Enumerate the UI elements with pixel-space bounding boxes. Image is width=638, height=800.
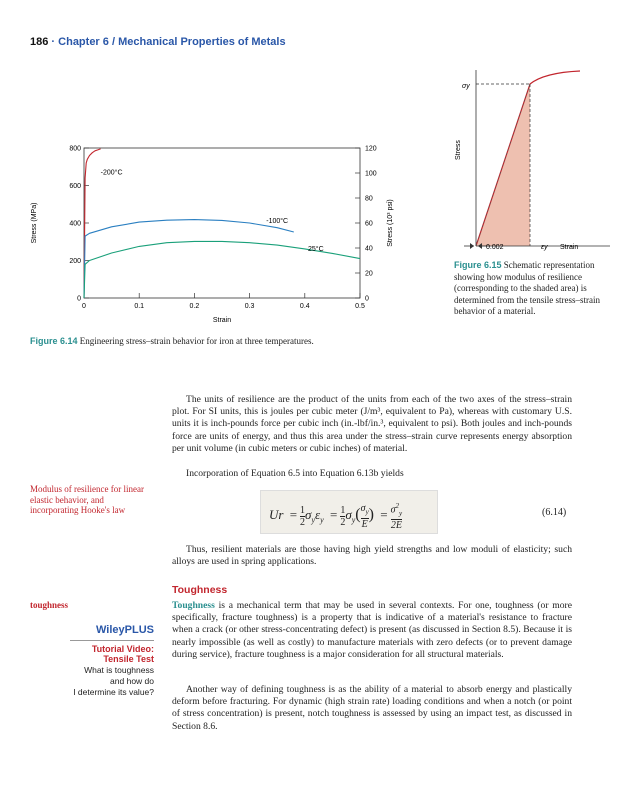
y-left-tick-label: 0 [77, 295, 81, 303]
figure-6-14-caption-text: Engineering stress–strain behavior for iron at three temperatures. [79, 336, 314, 346]
paragraph-toughness-2: Another way of defining toughness is as the ability of a material to absorb energy and plastically deform before fracturing. For dynamic (high strain rate) loading conditions and when a notch (or point of stress concentration) is present, notch toughness is assessed by using an impact test, as discussed in Section 8.6. [172, 684, 572, 732]
header-separator: / [111, 36, 116, 48]
figure-6-15-caption [454, 260, 614, 318]
x-axis-label: Strain [212, 317, 232, 324]
toughness-1-text: is a mechanical term that may be used in several contexts. For one, toughness (or more specifically, fracture toughness) is a property that is indicative of a material's resistance to fracture when a crack (or other stress-concentrating defect) is present (as discussed in Section 8.5). Because it is nearly impossible (as well as costly) to manufacture materials with zero defects (or to prevent damage during service), fracture toughness is a major consideration for all structural materials. [172, 600, 572, 660]
tutorial-title-1[interactable]: Tutorial Video: [91, 644, 154, 654]
x-tick-label: 0.5 [355, 303, 365, 310]
y-left-tick-label: 200 [69, 258, 81, 265]
x-tick-label: 0.4 [299, 303, 310, 310]
y-right-tick-label: 60 [365, 220, 373, 228]
y-right-tick-label: 0 [365, 295, 369, 303]
y-left-axis-label: Stress (MPa) [31, 202, 38, 244]
paragraph-units: The units of resilience are the product of the units from each of the two axes of the stress–strain plot. For SI units, this is joules per cubic meter (J/m³, equivalent to Pa), whereas with customary U.S. units it is inch-pounds force per cubic inch (in.-lbf/in.³, equivalent to psi). Both joules and inch-pounds force are units of energy, and thus this area under the stress–strain curve represents energy absorption per unit volume (in cubic meters or cubic inches) of material. [172, 394, 572, 454]
chapter-title: Mechanical Properties of Metals [118, 36, 286, 48]
wileyplus-box[interactable] [30, 624, 154, 698]
figure-6-15-ylabel: Stress [455, 140, 462, 160]
offset-arrowhead-left [470, 243, 474, 249]
figure-6-15-xlabel: Strain [560, 244, 579, 251]
paragraph-resilient: Thus, resilient materials are those having high yield strengths and low moduli of elasticity; such alloys are used in spring applications. [172, 544, 572, 568]
chapter-label: Chapter 6 [58, 36, 109, 48]
x-tick-label: 0 [82, 303, 86, 310]
series-line-200C [84, 149, 101, 298]
strain-marker-symbol: εy [541, 244, 548, 251]
running-header [30, 36, 286, 48]
tutorial-q2: and how do [110, 676, 154, 686]
y-right-tick-label: 20 [365, 270, 373, 278]
series-line-100C [84, 220, 294, 298]
tutorial-q3: I determine its value? [73, 687, 154, 697]
x-tick-label: 0.1 [134, 303, 145, 310]
y-right-tick-label: 40 [365, 245, 373, 253]
toughness-term: Toughness [172, 600, 215, 611]
figure-6-14-chart [0, 138, 420, 338]
y-right-axis-label: Stress (10³ psi) [387, 199, 394, 247]
y-left-tick-label: 800 [69, 145, 81, 153]
series-label: -200°C [100, 169, 123, 177]
margin-note-toughness: toughness [30, 600, 69, 610]
offset-value: 0.002 [486, 244, 504, 251]
y-right-tick-label: 100 [365, 170, 377, 178]
paragraph-toughness-1 [172, 600, 572, 661]
figure-6-14-caption [30, 336, 390, 347]
header-bullet: · [51, 36, 56, 48]
y-right-tick-label: 80 [365, 195, 373, 203]
tutorial-q1: What is toughness [84, 665, 154, 675]
equation-6-14: Ur = $\frac{1}{2}$ $\sigma_y\varepsilon_y$ = $\frac{1}{2}$ $\sigma_y$( $\frac{\sigma_y}{E}$ ) = $\frac{\sigma^2_y}{2E}$ [269, 502, 403, 532]
y-left-tick-label: 600 [69, 183, 81, 190]
yield-stress-symbol: σy [462, 83, 470, 90]
figure-6-15-caption-text: Schematic representation showing how modulus of resilience (corresponding to the shaded area) is determined from the tensile stress–strain behavior of a material. [454, 260, 600, 317]
series-label: 25°C [308, 246, 324, 254]
y-left-tick-label: 400 [69, 220, 81, 228]
figure-6-14-label: Figure 6.14 [30, 336, 78, 346]
wileyplus-logo: WileyPLUS [96, 624, 154, 636]
series-label: -100°C [266, 218, 289, 225]
plot-frame [84, 148, 360, 298]
figure-6-15-label: Figure 6.15 [454, 260, 502, 270]
equation-lhs: Ur [269, 507, 284, 523]
figure-6-15-chart [440, 70, 615, 260]
toughness-heading: Toughness [172, 584, 228, 596]
equation-box [260, 490, 438, 534]
paragraph-incorporation: Incorporation of Equation 6.5 into Equation 6.13b yields [186, 468, 404, 479]
margin-note-modulus: Modulus of resilience for linear elastic behavior, and incorporating Hooke's law [30, 484, 144, 516]
equation-number: (6.14) [542, 507, 567, 518]
tutorial-title-2[interactable]: Tensile Test [103, 654, 154, 664]
x-tick-label: 0.3 [244, 303, 255, 310]
page-number: 186 [30, 36, 49, 48]
y-right-tick-label: 120 [365, 145, 377, 153]
x-tick-label: 0.2 [189, 303, 200, 310]
